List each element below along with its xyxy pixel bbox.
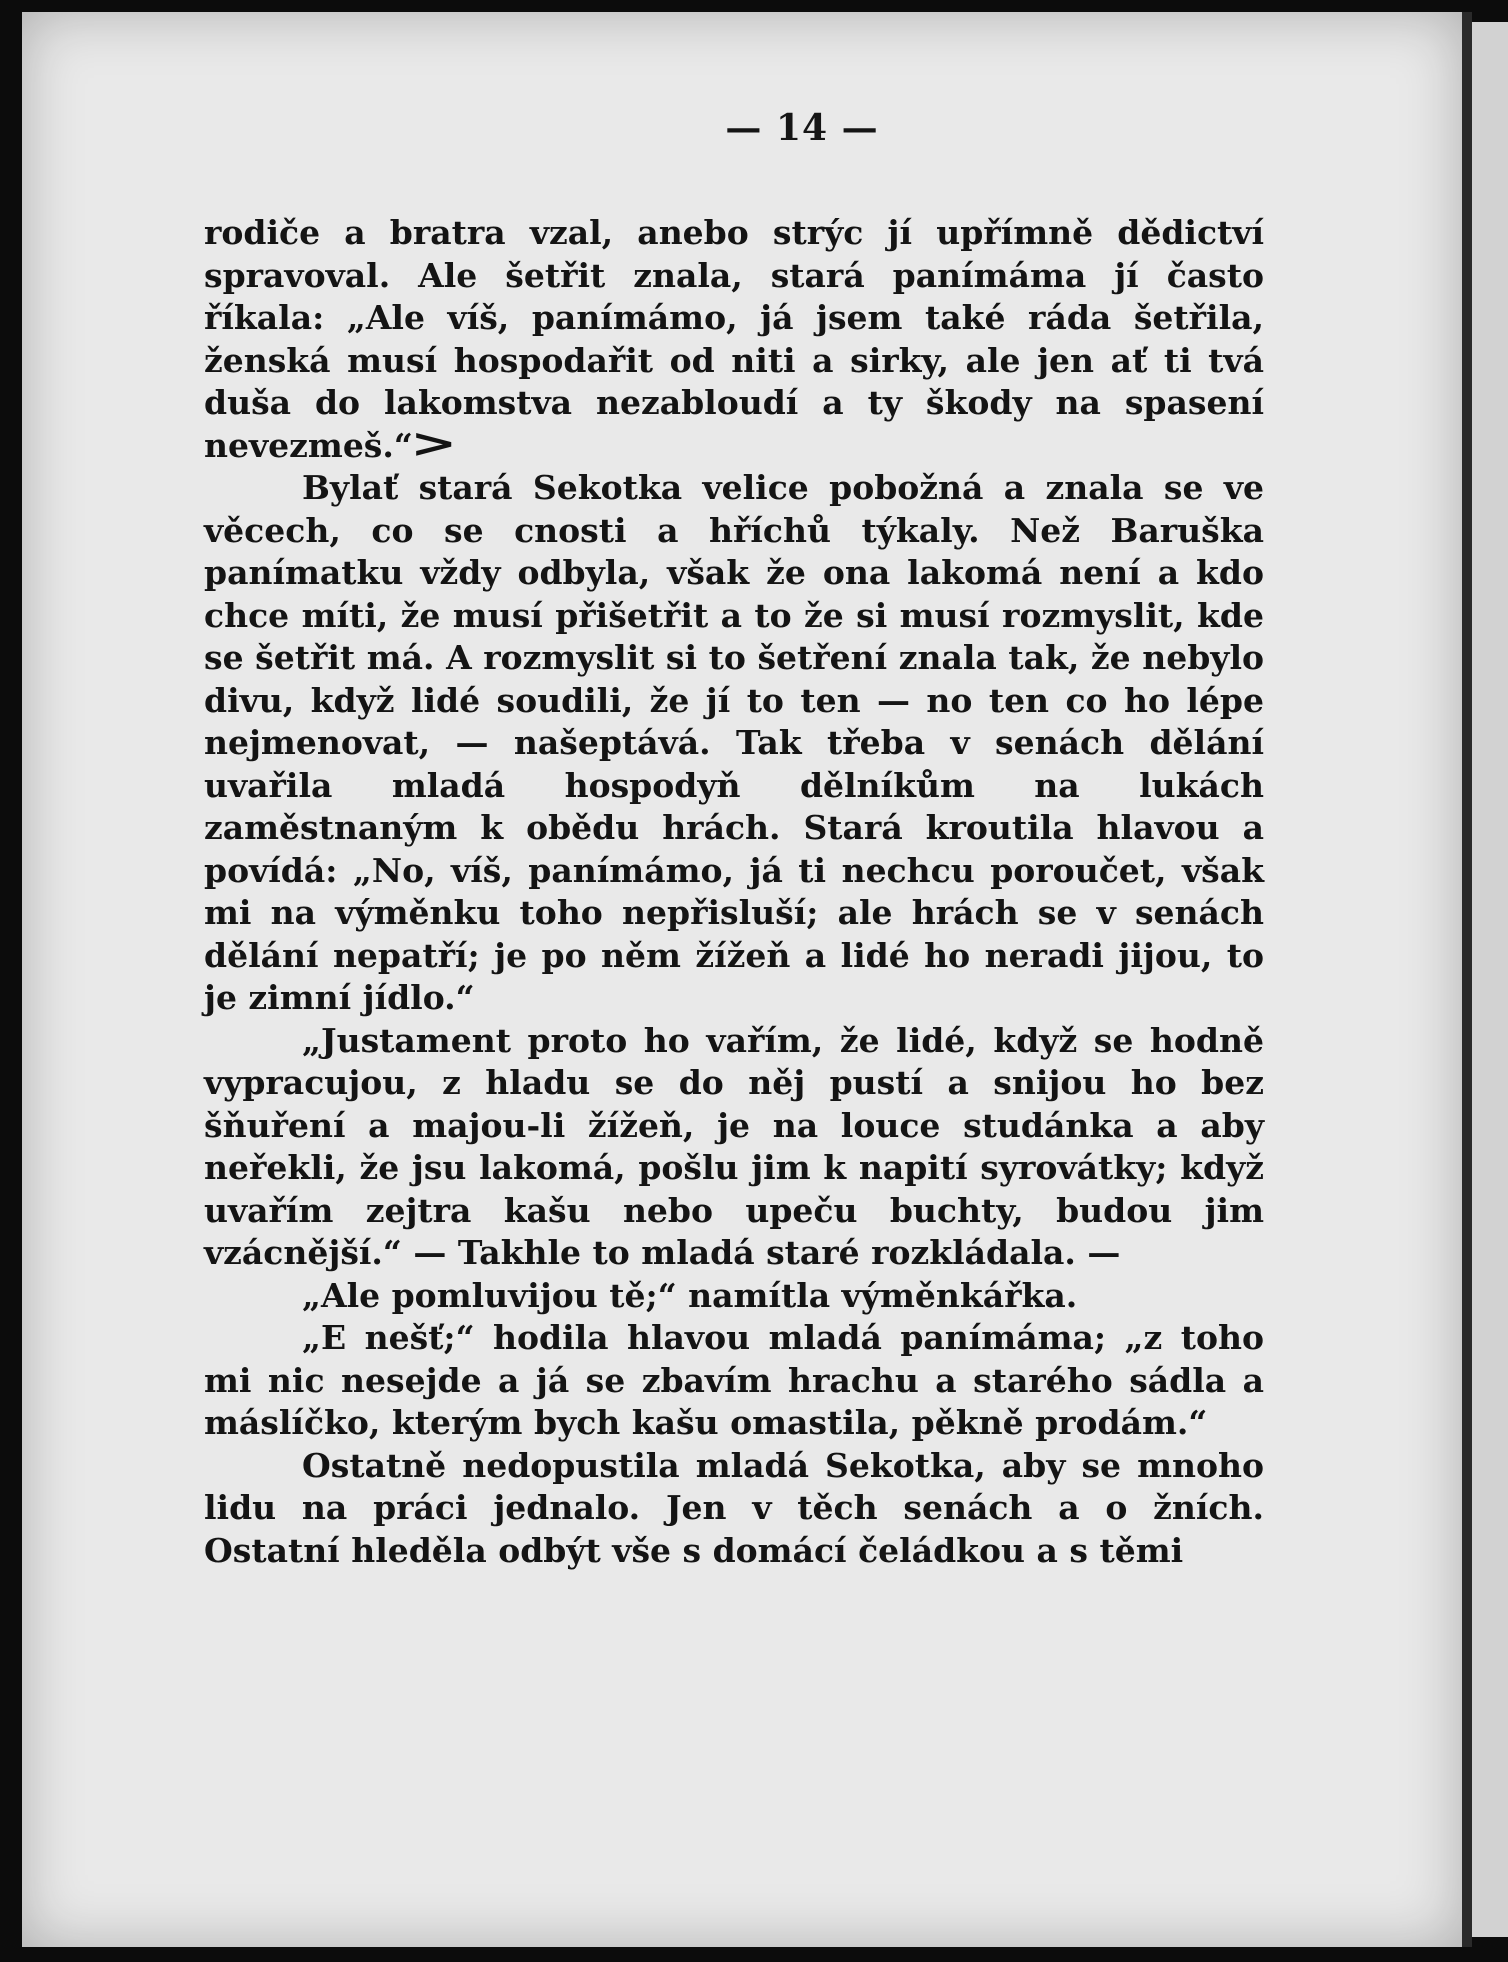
paragraph-2: Bylať stará Sekotka velice pobožná a znala se ve věcech, co se cnosti a hříchů týkaly. Než Baruška panímatku vždy odbyla, však že ona lakomá není a kdo chce míti, že musí přišetřit a to že si musí rozmyslit, kde se šetřit má. A rozmyslit si to šetření znala tak, že nebylo divu, když lidé soudili, že jí to ten — no ten co ho lépe nejmenovat, — našeptává. Tak třeba v senách dělání uvařila mladá hospodyň dělníkům na lukách zaměstnaným k obědu hrách. Stará kroutila hlavou a povídá: „No, víš, panímámo, já ti nechcu poroučet, však mi na výměnku toho nepřisluší; ale hrách se v senách dělání nepatří; je po něm žížeň a lidé ho neradi jijou, to je zimní jídlo.“ [204,468,1264,1017]
paragraph-4: „Ale pomluvijou tě;“ namítla výměnkářka. [302,1275,1078,1315]
page-text [204,212,1264,1572]
paragraph-1-text: rodiče a bratra vzal, anebo strýc jí upřímně dědictví spravoval. Ale šetřit znala, stará panímáma jí často říkala: „Ale víš, panímámo, já jsem také ráda šetřila, ženská musí hospodařit od niti a sirky, ale jen ať ti tvá duša do lakomstva nezabloudí a ty škody na spasení nevezmeš.“ [204,213,1264,465]
page-number: — 14 — [725,107,879,149]
margin-mark: > [410,419,458,467]
page-edge [1462,12,1472,1947]
book-page [22,12,1462,1947]
paragraph-3: „Justament proto ho vařím, že lidé, když se hodně vypracujou, z hladu se do něj pustí a snijou ho bez šňuření a majou-li žížeň, je na louce studánka a aby neřekli, že jsu lakomá, pošlu jim k napití syrovátky; když uvařím zejtra kašu nebo upeču buchty, budou jim vzácnější.“ — Takhle to mladá staré rozkládala. — [204,1020,1264,1272]
paragraph-5: „E nešť;“ hodila hlavou mladá panímáma; „z toho mi nic nesejde a já se zbavím hrachu a starého sádla a máslíčko, kterým bych kašu omastila, pěkně prodám.“ [204,1318,1264,1442]
paragraph-6: Ostatně nedopustila mladá Sekotka, aby se mnoho lidu na práci jednalo. Jen v těch senách a o žních. Ostatní hleděla odbýt vše s domácí čeládkou a s těmi [204,1445,1264,1570]
next-page-strip [1472,22,1508,1937]
paragraph-1 [204,212,1264,467]
